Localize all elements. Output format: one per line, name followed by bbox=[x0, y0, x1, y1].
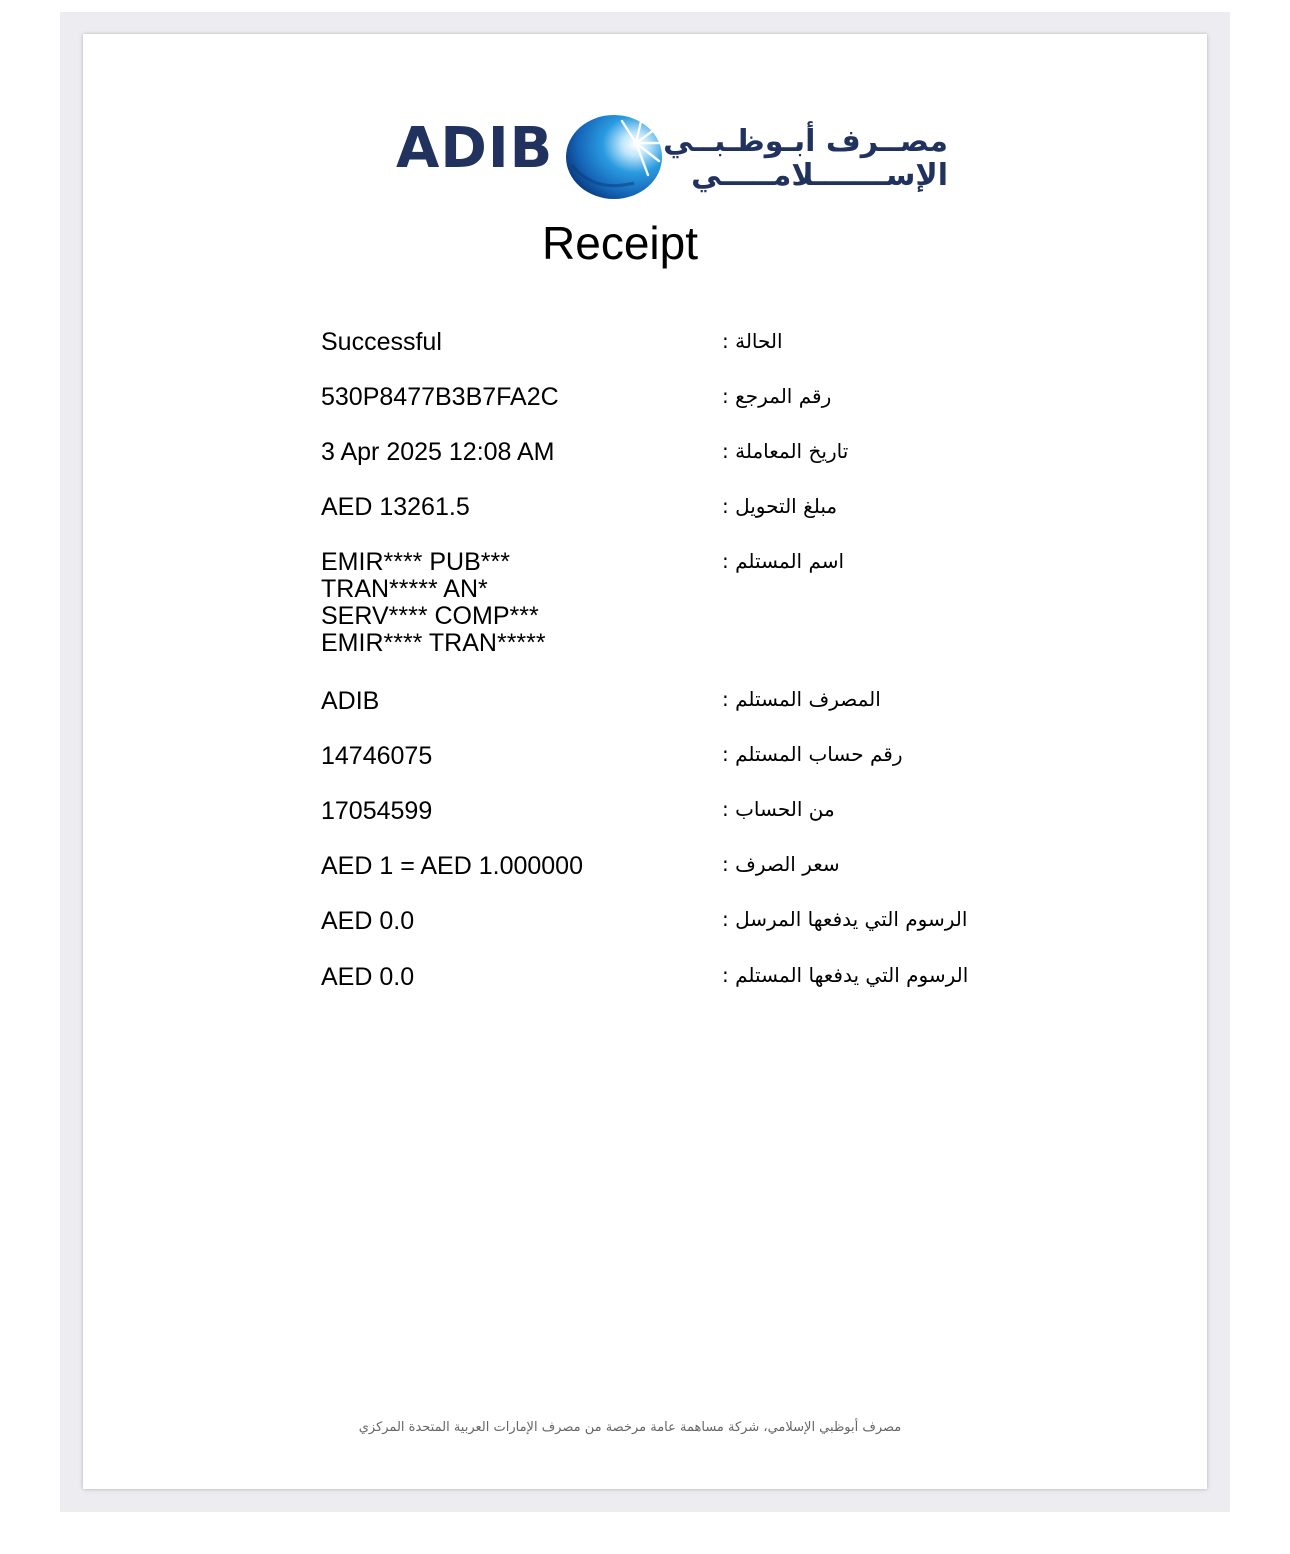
sender-fees-value: AED 0.0 bbox=[321, 907, 415, 935]
beneficiary-name-value: EMIR**** PUB*** TRAN***** AN* SERV**** COMP*** EMIR**** TRAN***** bbox=[321, 548, 546, 657]
exchange-rate-label: سعر الصرف : bbox=[722, 852, 840, 876]
transaction-date-label: تاريخ المعاملة : bbox=[722, 439, 849, 463]
legal-footer: مصرف أبوظبي الإسلامي، شركة مساهمة عامة مرخصة من مصرف الإمارات العربية المتحدة المركزي bbox=[358, 1420, 902, 1435]
exchange-rate-value: AED 1 = AED 1.000000 bbox=[321, 852, 583, 880]
beneficiary-fees-value: AED 0.0 bbox=[321, 963, 415, 991]
beneficiary-bank-value: ADIB bbox=[321, 687, 380, 715]
from-account-label: من الحساب : bbox=[722, 797, 835, 821]
page-title: Receipt bbox=[542, 217, 698, 269]
sender-fees-label: الرسوم التي يدفعها المرسل : bbox=[722, 907, 968, 931]
beneficiary-name-label: اسم المستلم : bbox=[722, 549, 845, 573]
transfer-amount-label: مبلغ التحويل : bbox=[722, 494, 838, 518]
logo-arabic-line-1: مصــرف أبـوظـبــي bbox=[663, 124, 948, 159]
status-label: الحالة : bbox=[722, 329, 783, 353]
logo-english-text: ADIB bbox=[396, 116, 554, 181]
logo-arabic-line-2: الإســـــــلامـــــي bbox=[691, 158, 948, 193]
beneficiary-bank-label: المصرف المستلم : bbox=[722, 687, 881, 711]
reference-number-label: رقم المرجع : bbox=[722, 384, 832, 408]
beneficiary-account-label: رقم حساب المستلم : bbox=[722, 742, 903, 766]
from-account-value: 17054599 bbox=[321, 797, 433, 825]
transfer-amount-value: AED 13261.5 bbox=[321, 493, 470, 521]
beneficiary-fees-label: الرسوم التي يدفعها المستلم : bbox=[722, 963, 969, 987]
reference-number-value: 530P8477B3B7FA2C bbox=[321, 383, 559, 411]
status-value: Successful bbox=[321, 328, 442, 356]
transaction-date-value: 3 Apr 2025 12:08 AM bbox=[321, 438, 555, 466]
beneficiary-account-value: 14746075 bbox=[321, 742, 433, 770]
